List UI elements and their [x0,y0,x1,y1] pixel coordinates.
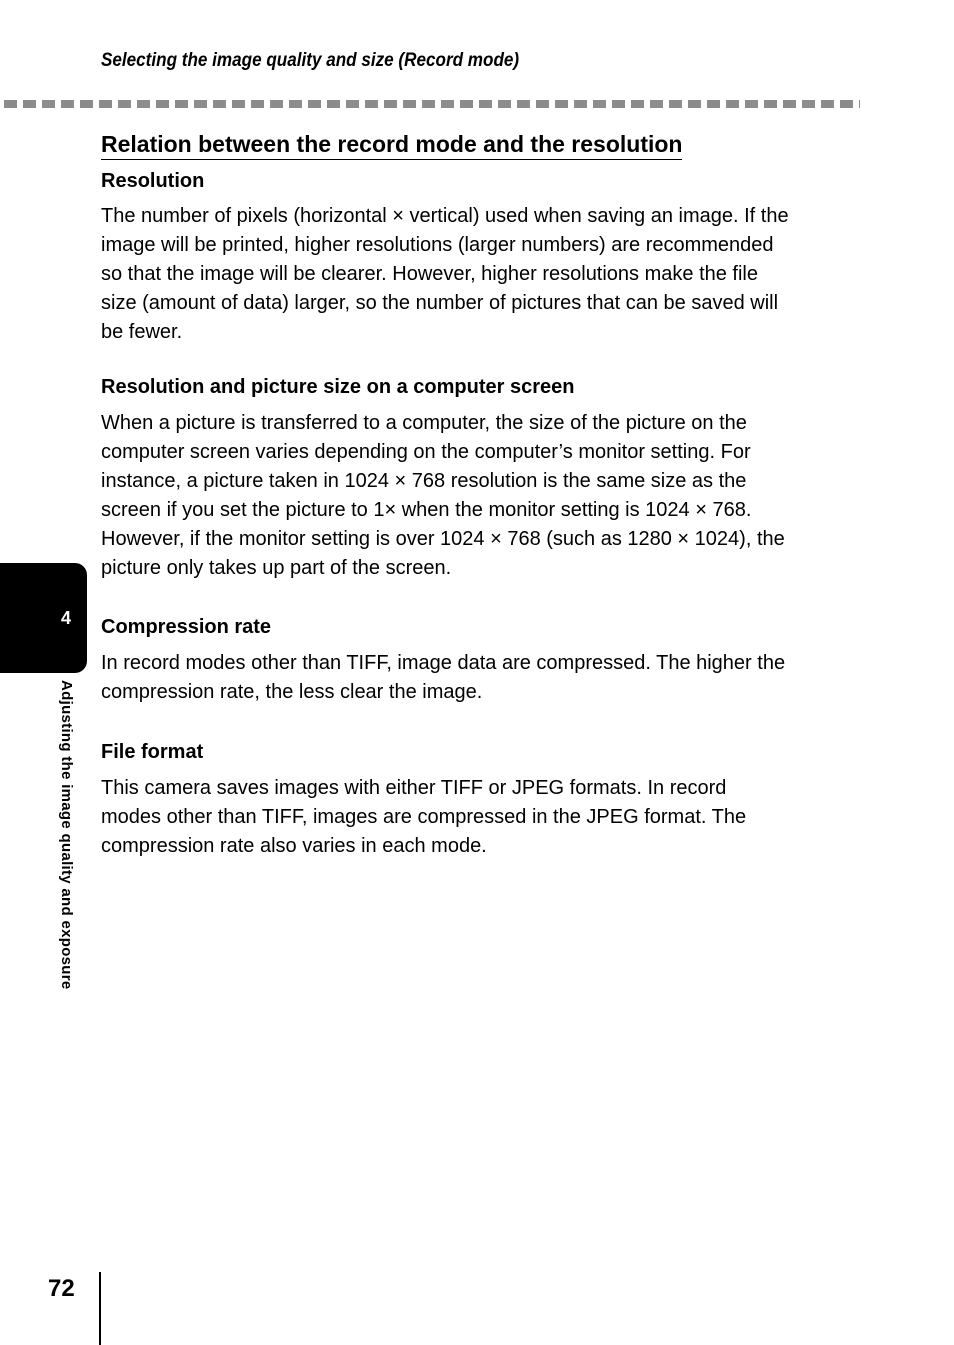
text-line: However, if the monitor setting is over 1024 × 768 (such as 1280 × 1024), the [101,528,785,550]
heading-compression-rate: Compression rate [101,616,272,638]
chapter-tab [0,563,87,673]
paragraph-file-format [101,774,861,861]
chapter-label: Adjusting the image quality and exposure [58,680,75,990]
heading-resolution: Resolution [101,170,205,192]
text-line: compression rate, the less clear the image. [101,681,483,703]
text-line: In record modes other than TIFF, image data are compressed. The higher the [101,652,786,674]
text-line: instance, a picture taken in 1024 × 768 resolution is the same size as the [101,470,747,492]
text-line: computer screen varies depending on the computer’s monitor setting. For [101,441,751,463]
heading-picture-size: Resolution and picture size on a computer screen [101,376,575,398]
text-line: be fewer. [101,321,183,343]
dashed-divider [4,100,860,108]
text-line: This camera saves images with either TIFF or JPEG formats. In record [101,777,727,799]
page-number-rule [99,1272,101,1345]
chapter-number: 4 [61,608,72,628]
text-line: size (amount of data) larger, so the number of pictures that can be saved will [101,292,779,314]
running-header: Selecting the image quality and size (Record mode) [101,50,520,71]
paragraph-resolution [101,202,861,347]
text-line: The number of pixels (horizontal × vertical) used when saving an image. If the [101,205,789,227]
section-title: Relation between the record mode and the resolution [101,130,682,160]
page-number: 72 [48,1275,75,1302]
text-line: modes other than TIFF, images are compressed in the JPEG format. The [101,806,747,828]
text-line: compression rate also varies in each mode. [101,835,487,857]
text-line: picture only takes up part of the screen. [101,557,452,579]
text-line: screen if you set the picture to 1× when the monitor setting is 1024 × 768. [101,499,752,521]
paragraph-picture-size [101,409,861,583]
text-line: image will be printed, higher resolutions (larger numbers) are recommended [101,234,774,256]
heading-file-format: File format [101,741,204,763]
text-line: so that the image will be clearer. However, higher resolutions make the file [101,263,759,285]
text-line: When a picture is transferred to a computer, the size of the picture on the [101,412,747,434]
paragraph-compression-rate [101,649,861,707]
